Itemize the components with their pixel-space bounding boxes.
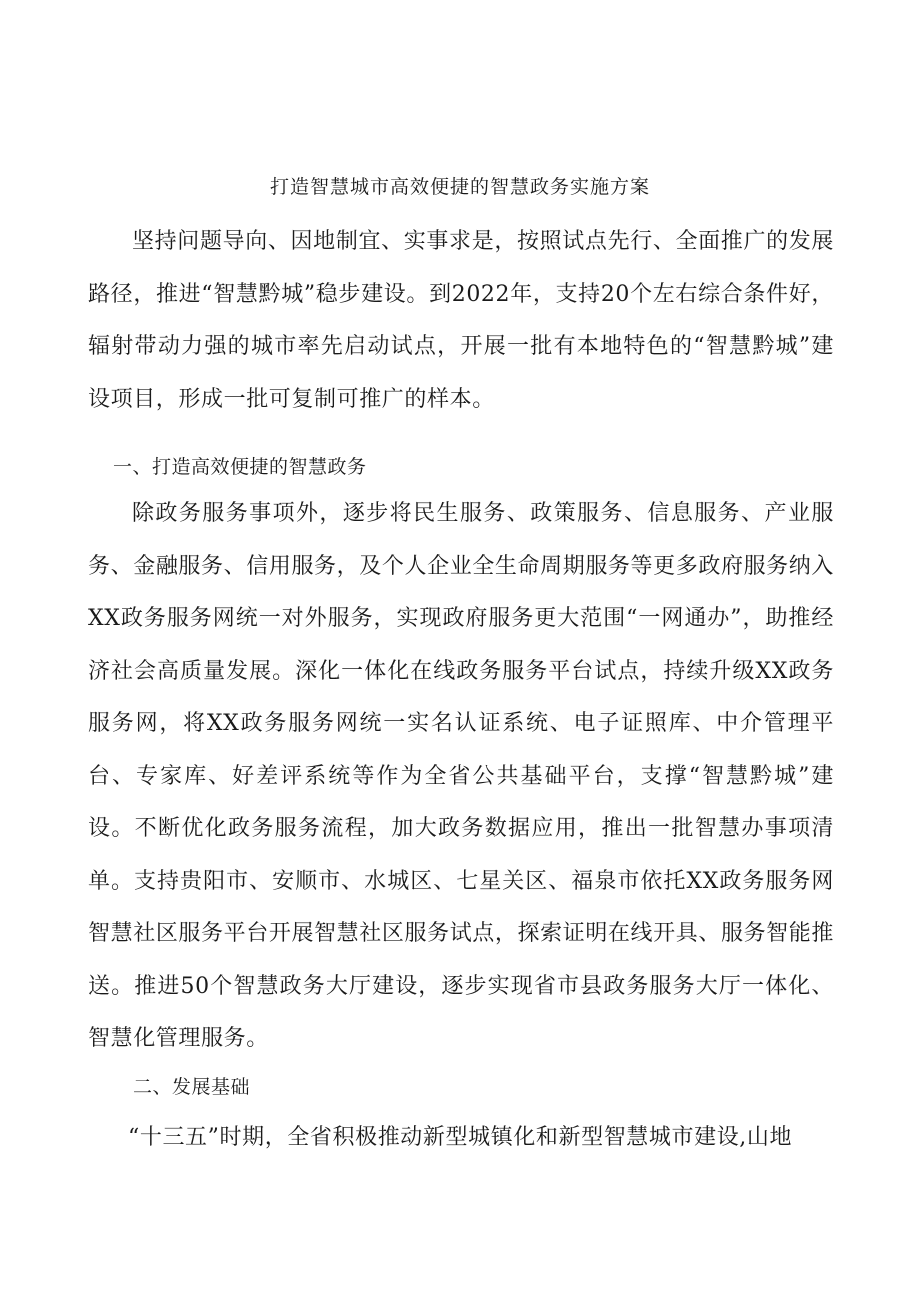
- document-title: 打造智慧城市高效便捷的智慧政务实施方案: [269, 176, 650, 198]
- intro-paragraph: 坚持问题导向、因地制宜、实事求是，按照试点先行、全面推广的发展路径，推进“智慧黔城”稳步建设。到2022年，支持20个左右综合条件好，辐射带动力强的城市率先启动试点，开展一批有本地特色的“智慧黔城”建设项目，形成一批可复制可推广的样本。: [88, 229, 834, 412]
- section-1-paragraph: 除政务服务事项外，逐步将民生服务、政策服务、信息服务、产业服务、金融服务、信用服务，及个人企业全生命周期服务等更多政府服务纳入XX政务服务网统一对外服务，实现政府服务更大范围“一网通办”，助推经济社会高质量发展。深化一体化在线政务服务平台试点，持续升级XX政务服务网，将XX政务服务网统一实名认证系统、电子证照库、中介管理平台、专家库、好差评系统等作为全省公共基础平台，支撑“智慧黔城”建设。不断优化政务服务流程，加大政务数据应用，推出一批智慧办事项清单。支持贵阳市、安顺市、水城区、七星关区、福泉市依托XX政务服务网智慧社区服务平台开展智慧社区服务试点，探索证明在线开具、服务智能推送。推进50个智慧政务大厅建设，逐步实现省市县政务服务大厅一体化、智慧化管理服务。: [88, 501, 834, 1051]
- section-2-paragraph: “十三五”时期，全省积极推动新型城镇化和新型智慧城市建设,山地: [128, 1125, 793, 1150]
- section-1-heading: 一、打造高效便捷的智慧政务: [113, 456, 367, 478]
- section-2-heading: 二、发展基础: [133, 1076, 251, 1098]
